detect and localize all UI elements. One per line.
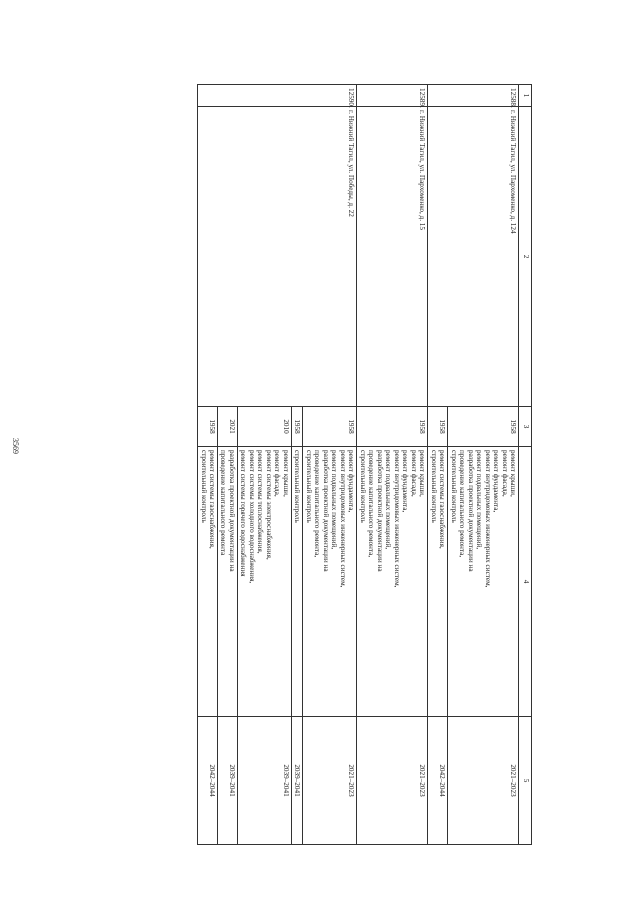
header-row [519,85,532,845]
header-col-2: 2 [519,107,532,407]
entry-year: 2010 [237,407,291,447]
work-item: проведение капитального ремонта, [313,450,322,558]
page-number: 3569 [11,438,20,454]
work-item: проведение капитального ремонта, [458,450,467,558]
row-number: 12589. [357,85,428,107]
entry-works [198,447,218,717]
work-item: строительный контроль [304,450,313,523]
work-item: разработка проектной документации на [466,450,475,572]
work-item: ремонт фундамента, [347,450,356,513]
table-body [198,85,519,845]
work-item: строительный контроль [429,450,438,523]
work-item: проведение капитального ремонта [219,450,228,556]
entry-year: 1958 [198,407,218,447]
entry-year: 1958 [448,407,519,447]
entry-year: 1958 [291,407,302,447]
header-col-5: 5 [519,717,532,845]
page-number-wrap [11,438,60,468]
entry-period: 2042–2044 [428,717,448,845]
table-row [448,85,519,845]
work-item: ремонт системы холодного водоснабжения, [247,450,256,584]
entry-period: 2039–2041 [218,717,238,845]
work-item: ремонт подвальных помещений, [330,450,339,550]
entry-year: 1958 [303,407,357,447]
entry-period: 2021–2023 [303,717,357,845]
work-item: разработка проектной документации на [227,450,236,572]
entry-works [448,447,519,717]
repair-schedule-table [197,84,532,845]
work-item: проведение капитального ремонта, [367,450,376,558]
work-item: ремонт системы теплоснабжения, [256,450,265,554]
header-col-4: 4 [519,447,532,717]
entry-period: 2021–2023 [357,717,428,845]
work-item: ремонт фасада, [500,450,509,497]
row-address: г. Нижний Тагил, ул. Победы, д. 22 [198,107,357,407]
entry-works [237,447,291,717]
work-item: строительный контроль [449,450,458,523]
work-item: ремонт фундамента, [492,450,501,513]
work-item: строительный контроль [199,450,208,523]
row-address: г. Нижний Тагил, ул. Пархоменко, д. 124 [428,107,519,407]
work-item: разработка проектной документации на [375,450,384,572]
entry-year: 2021 [218,407,238,447]
entry-period: 2042–2044 [198,717,218,845]
table-row [357,85,428,845]
entry-works [291,447,302,717]
work-item: ремонт крыши, [509,450,517,497]
header-col-3: 3 [519,407,532,447]
work-item: ремонт подвальных помещений, [384,450,393,550]
entry-works [428,447,448,717]
work-item: ремонт системы горячего водоснабжения [239,450,248,577]
work-item: ремонт крыши, [418,450,427,497]
work-item: разработка проектной документации на [321,450,330,572]
work-item: ремонт системы электроснабжения, [264,450,273,560]
header-col-1: 1 [519,85,532,107]
work-item: ремонт системы газоснабжения, [208,450,217,549]
entry-period: 2039–2041 [291,717,302,845]
document-sheet [89,84,532,844]
work-item: ремонт фасада, [409,450,418,497]
work-item: ремонт подвальных помещений, [475,450,484,550]
table-row [303,85,357,845]
work-item: ремонт фундамента, [401,450,410,513]
work-item: ремонт внутридомовых инженерных систем, [392,450,401,588]
work-item: ремонт внутридомовых инженерных систем, [338,450,347,588]
entry-year: 1958 [428,407,448,447]
row-address: г. Нижний Тагил, ул. Пархоменко, д. 15 [357,107,428,407]
work-item: ремонт крыши, [281,450,290,497]
entry-year: 1958 [357,407,428,447]
work-item: строительный контроль [358,450,367,523]
work-item: ремонт внутридомовых инженерных систем, [483,450,492,588]
work-item: ремонт системы газоснабжения, [438,450,447,549]
entry-period: 2021–2023 [448,717,519,845]
entry-works [303,447,357,717]
entry-works [357,447,428,717]
entry-works [218,447,238,717]
row-number: 12590. [198,85,357,107]
work-item: ремонт фасада, [273,450,282,497]
work-item: строительный контроль [293,450,302,523]
row-number: 12588. [428,85,519,107]
entry-period: 2039–2041 [237,717,291,845]
